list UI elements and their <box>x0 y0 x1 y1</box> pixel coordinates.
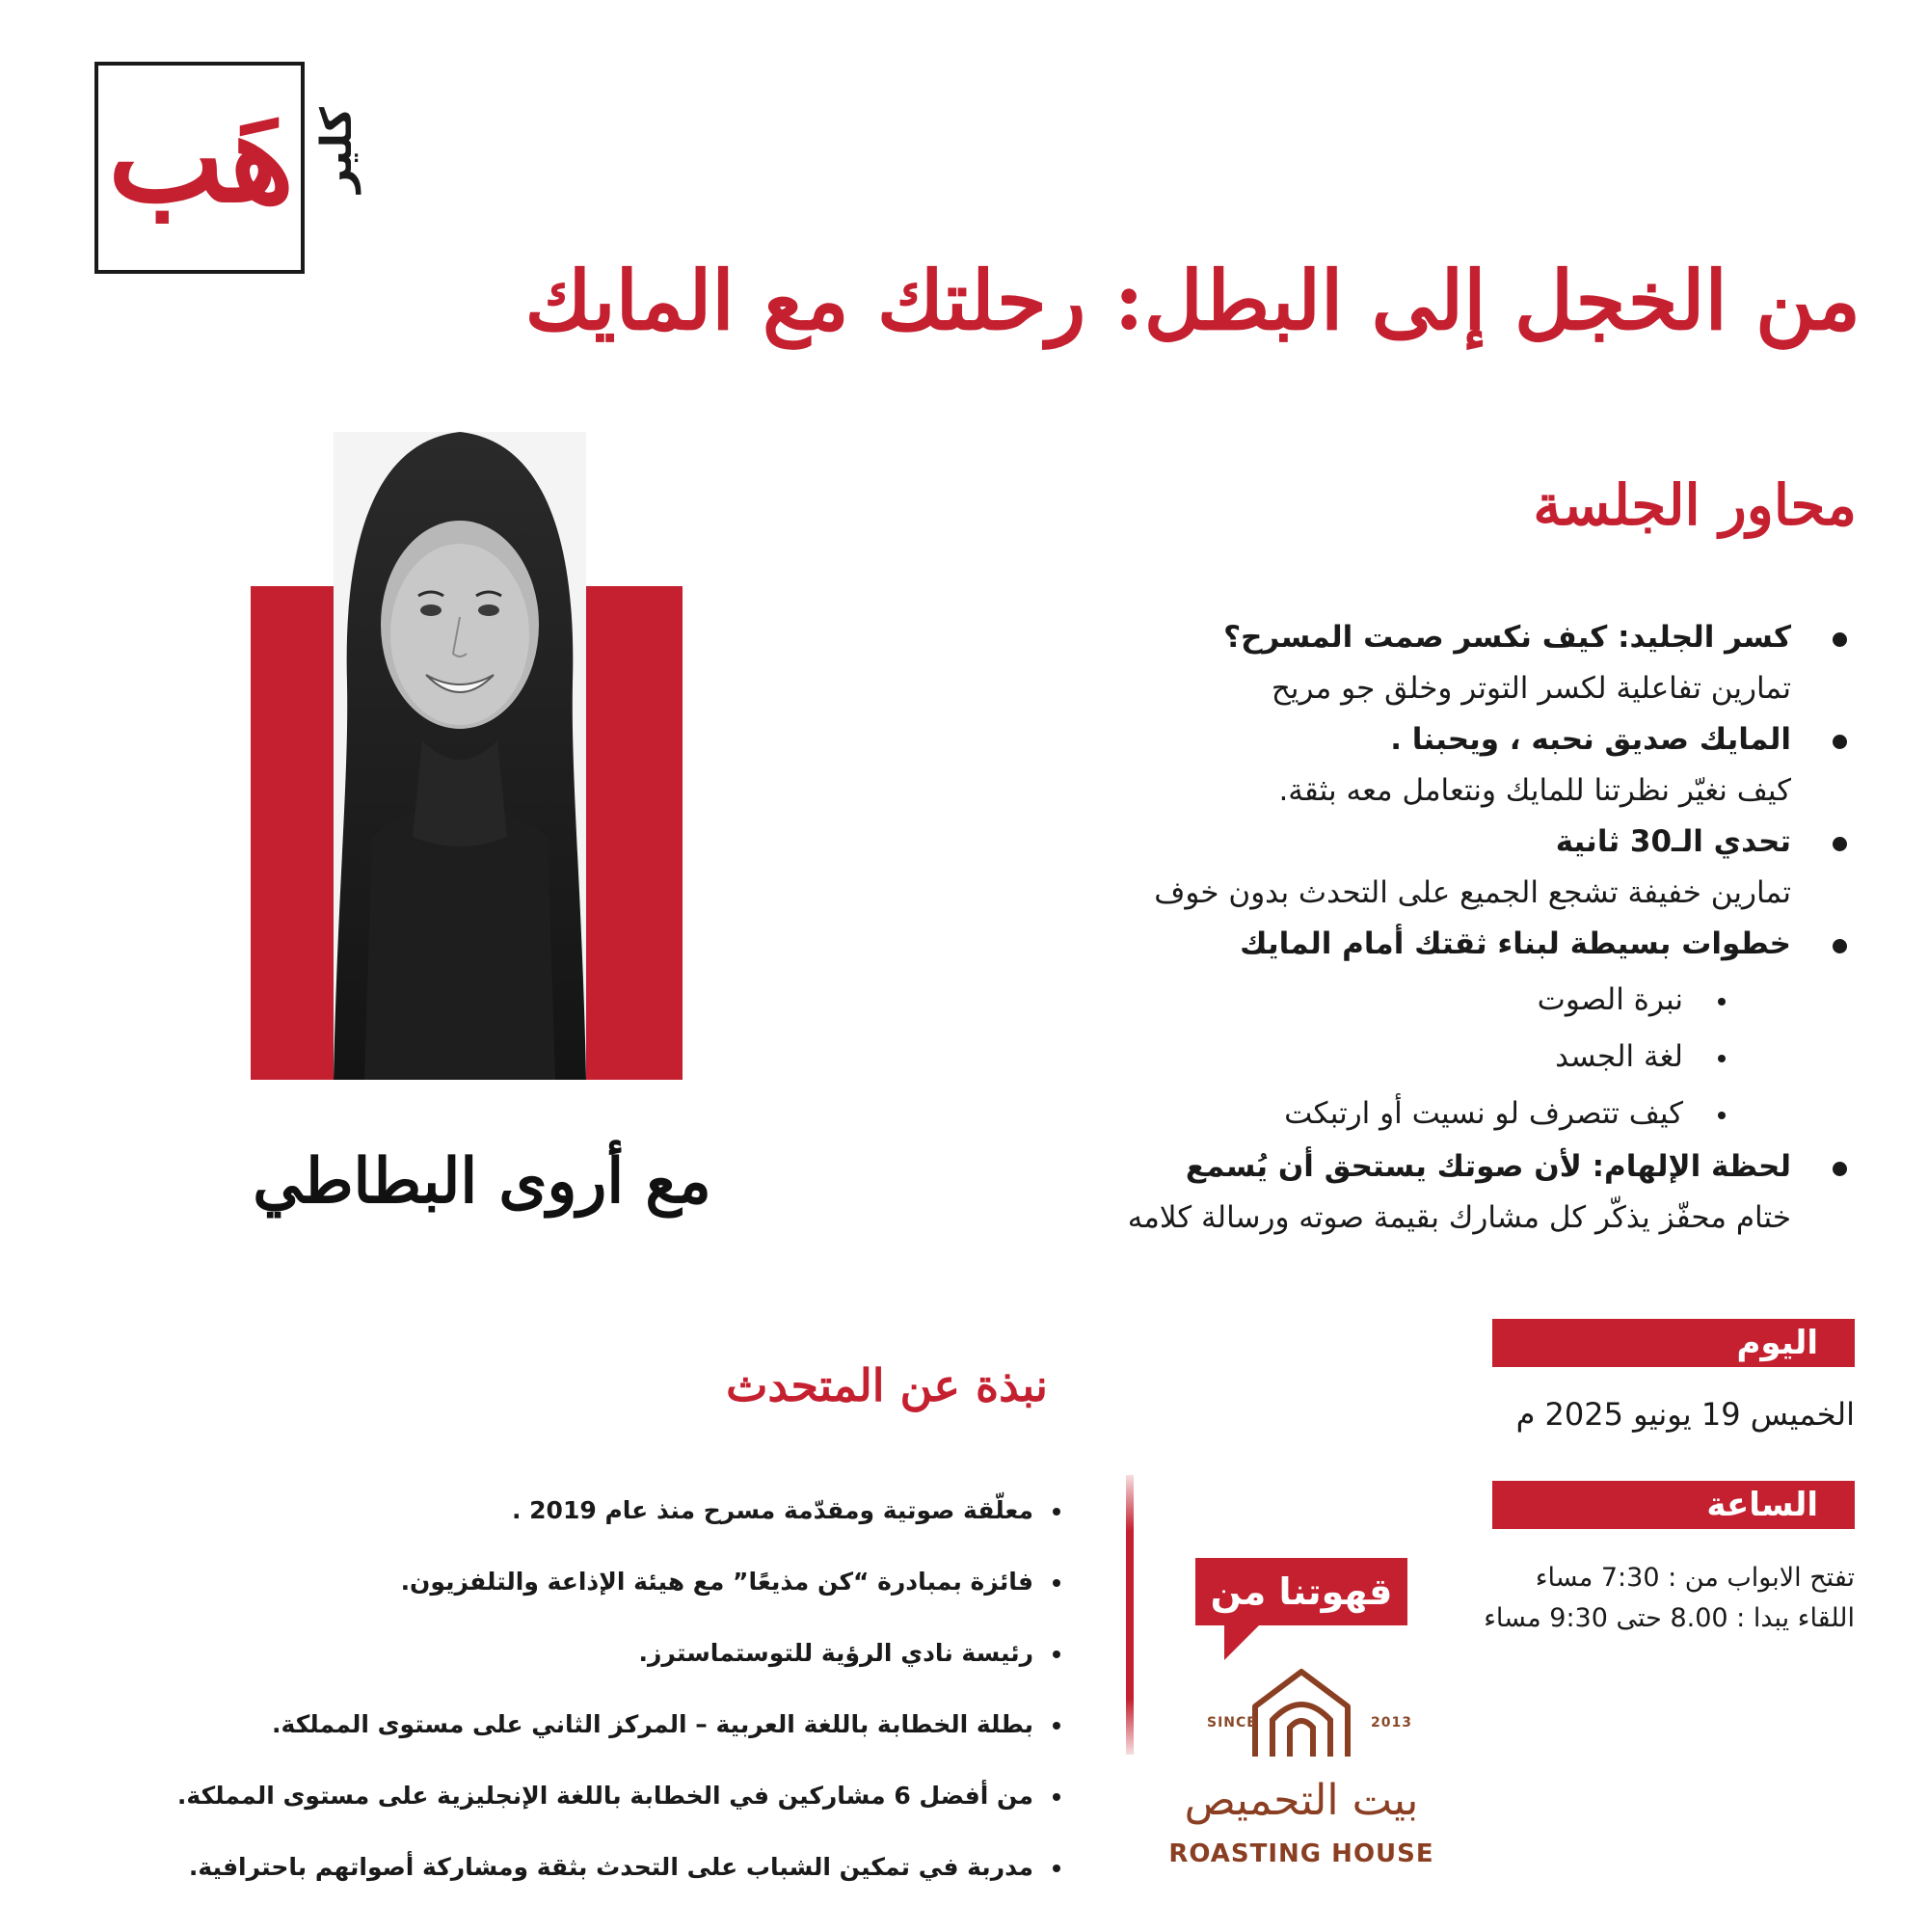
agenda-item-title: لحظة الإلهام: لأن صوتك يستحق أن يُسمع <box>1185 1149 1791 1184</box>
agenda-item-desc: ختام محفّز يذكّر كل مشارك بقيمة صوته ورسالة كلامه <box>1127 1200 1791 1235</box>
agenda-item <box>893 818 1857 920</box>
agenda-item <box>893 613 1857 715</box>
agenda-item-title: المايك صديق نحبه ، ويحبنا . <box>1390 722 1791 757</box>
bio-item: مدربة في تمكين الشباب على التحدث بثقة ومشاركة أصواتهم باحترافية. <box>174 1832 1060 1903</box>
since-year: 2013 <box>1371 1715 1412 1731</box>
section-divider <box>1126 1475 1134 1755</box>
agenda-item <box>893 920 1857 1142</box>
bio-item: من أفضل 6 مشاركين في الخطابة باللغة الإنجليزية على مستوى المملكة. <box>174 1760 1060 1832</box>
venue-name-ar: بيت التحميص <box>1184 1776 1419 1825</box>
agenda-item-title: تحدي الـ30 ثانية <box>1555 824 1791 859</box>
agenda-sub-list <box>893 972 1791 1142</box>
day-label: اليوم <box>1492 1319 1855 1367</box>
agenda-list <box>893 613 1857 1245</box>
agenda-item-desc: تمارين خفيفة تشجع الجميع على التحدث بدون خوف <box>1154 875 1791 910</box>
bio-item: بطلة الخطابة باللغة العربية – المركز الثاني على مستوى المملكة. <box>174 1689 1060 1760</box>
agenda-item-desc: تمارين تفاعلية لكسر التوتر وخلق جو مريح <box>1271 671 1791 706</box>
agenda-item-title: كسر الجليد: كيف نكسر صمت المسرح؟ <box>1223 620 1791 655</box>
coffee-bubble: قهوتنا من <box>1195 1558 1407 1625</box>
brand-logo <box>94 62 362 274</box>
agenda-sub-item: لغة الجسد <box>893 1029 1726 1086</box>
bio-item: رئيسة نادي الرؤية للتوستماسترز. <box>174 1618 1060 1689</box>
venue-name-en: ROASTING HOUSE <box>1168 1839 1434 1868</box>
speaker-name: مع أروى البطاطي <box>253 1145 711 1218</box>
day-value: الخميس 19 يونيو 2025 م <box>1515 1396 1855 1433</box>
bio-item: معلّقة صوتية ومقدّمة مسرح منذ عام 2019 . <box>174 1475 1060 1546</box>
speaker-photo <box>334 432 586 1080</box>
agenda-item <box>893 1142 1857 1245</box>
bio-heading: نبذة عن المتحدث <box>726 1359 1048 1411</box>
session-time: اللقاء يبدا : 8.00 حتى 9:30 مساء <box>1484 1603 1855 1633</box>
agenda-heading: محاور الجلسة <box>1533 472 1857 538</box>
time-details <box>1484 1558 1855 1639</box>
agenda-item-desc: كيف نغيّر نظرتنا للمايك ونتعامل معه بثقة. <box>1278 773 1791 808</box>
agenda-item-title: خطوات بسيطة لبناء ثقتك أمام المايك <box>1240 926 1791 961</box>
bio-list <box>174 1475 1060 1903</box>
event-title: من الخجل إلى البطل: رحلتك مع المايك <box>524 253 1861 348</box>
bubble-tail <box>1224 1625 1259 1660</box>
since-label: SINCE <box>1207 1715 1257 1731</box>
logo-main-text: هَب <box>108 86 295 230</box>
agenda-sub-item: نبرة الصوت <box>893 972 1726 1029</box>
agenda-item <box>893 715 1857 818</box>
time-label: الساعة <box>1492 1481 1855 1529</box>
doors-open-time: تفتح الابواب من : 7:30 مساء <box>1535 1563 1855 1593</box>
agenda-sub-item: كيف تتصرف لو نسيت أو ارتبكت <box>893 1086 1726 1142</box>
bio-item: فائزة بمبادرة “كن مذيعًا” مع هيئة الإذاعة والتلفزيون. <box>174 1546 1060 1618</box>
logo-side-text: كلير <box>312 107 362 193</box>
